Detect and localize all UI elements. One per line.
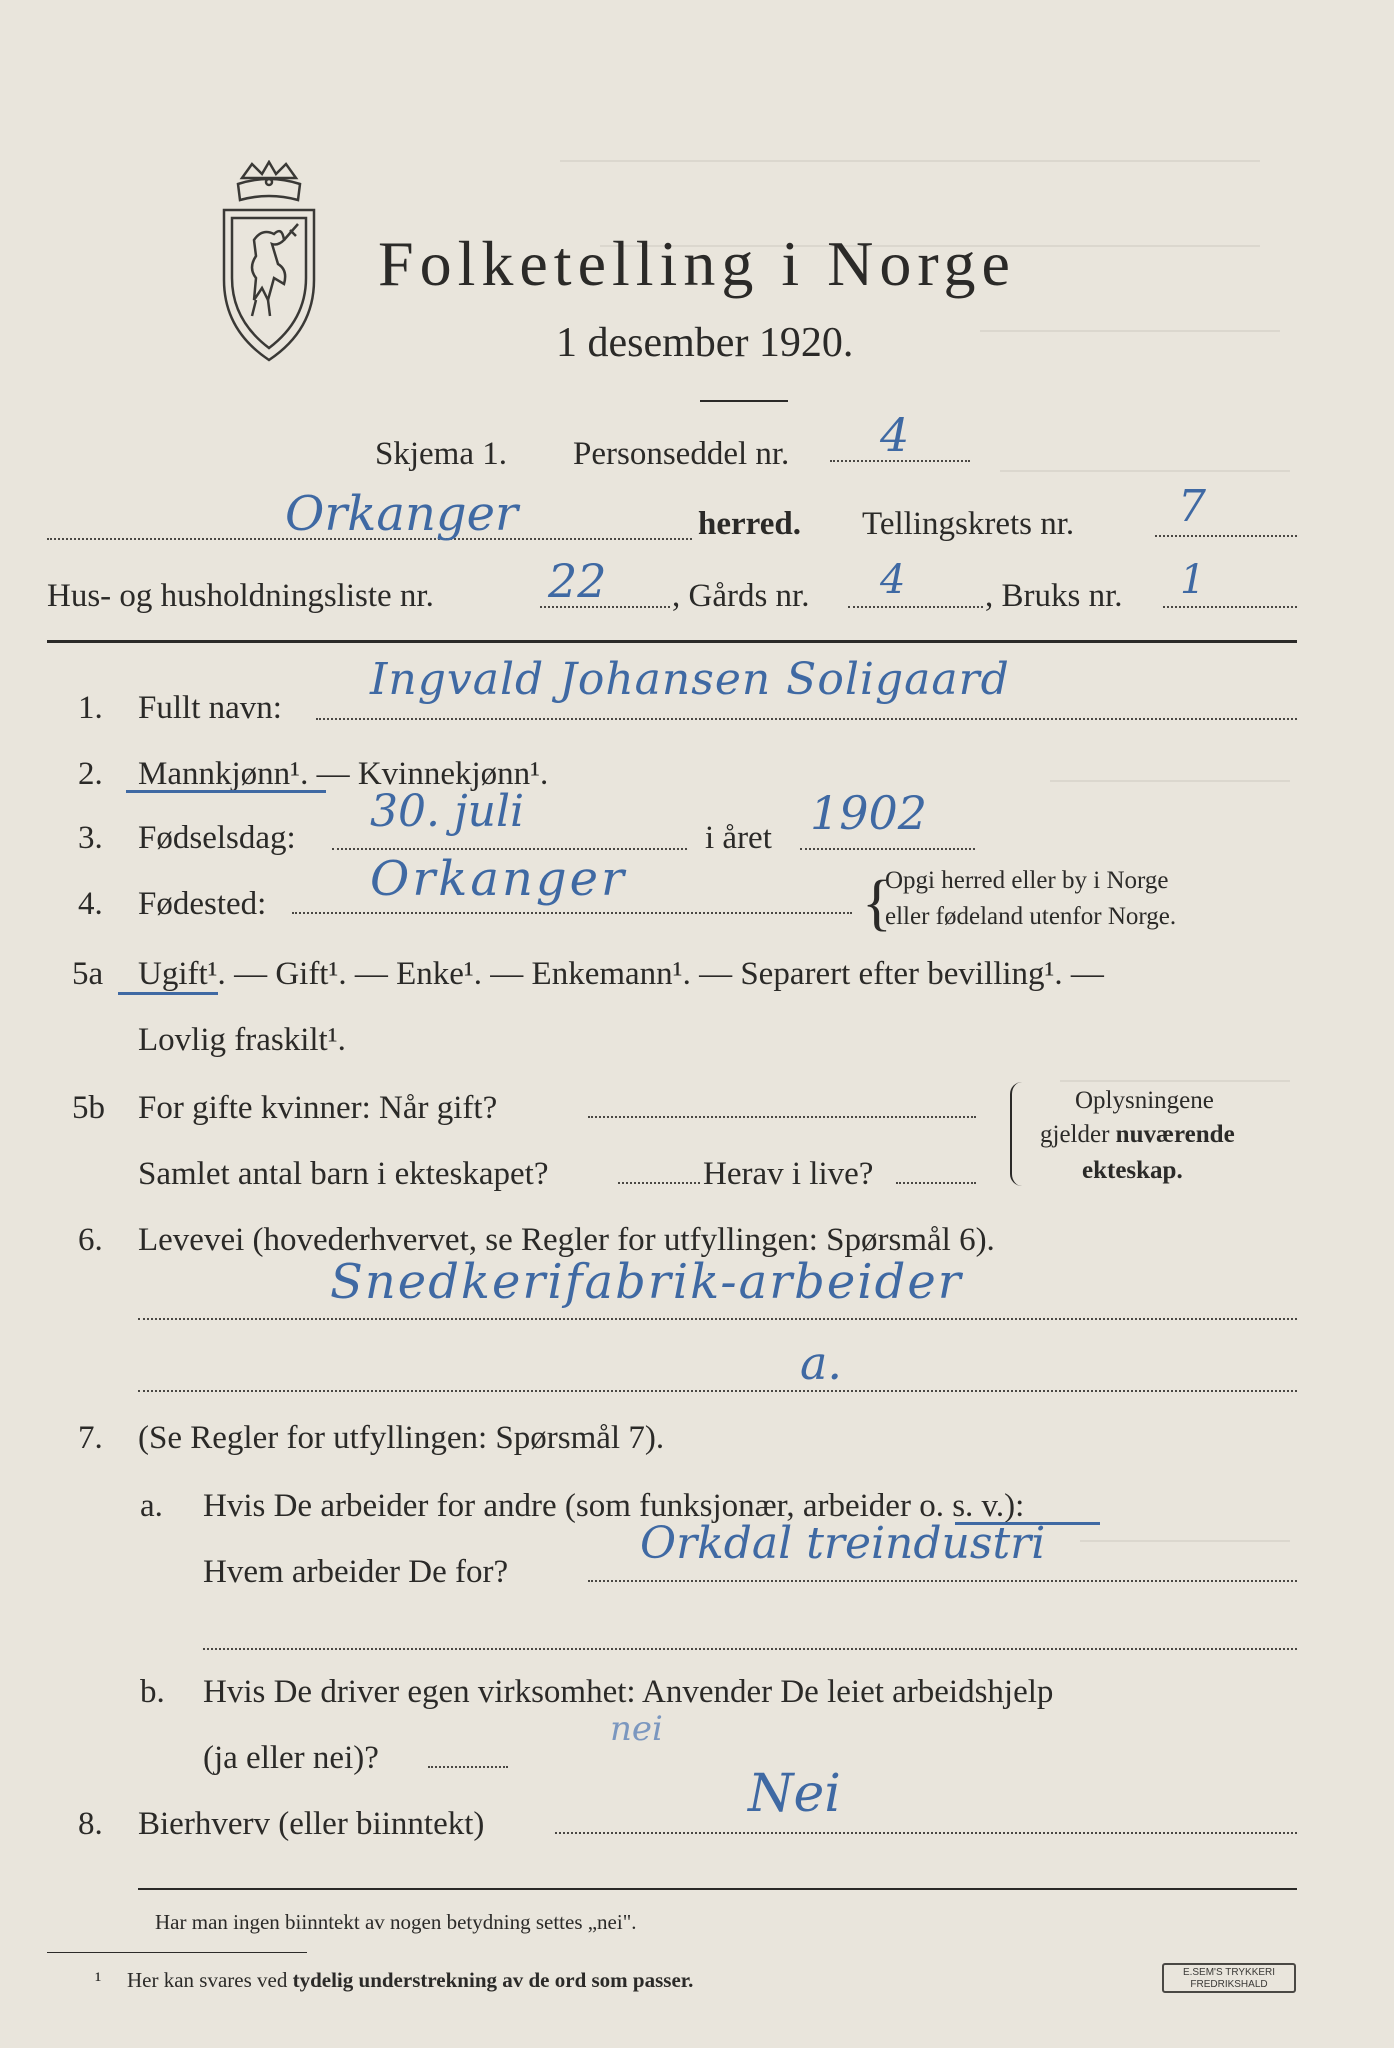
birthday-value[interactable]: 30. juli — [370, 786, 525, 837]
form-title: Folketelling i Norge — [378, 228, 1016, 299]
occupation-value[interactable]: Snedkerifabrik-arbeider — [330, 1254, 963, 1310]
q8-line — [555, 1832, 1297, 1834]
other-marital-options[interactable]: — Gift¹. — Enke¹. — Enkemann¹. — Separert efter bevilling¹. — — [225, 956, 1104, 992]
herred-label: herred. — [698, 506, 801, 542]
bruks-label: , Bruks nr. — [985, 578, 1123, 614]
q4-line — [292, 912, 852, 914]
footnote-mark: ¹ — [95, 1968, 102, 1992]
q5a-number: 5a — [72, 956, 104, 992]
q5b-children-line — [618, 1182, 700, 1184]
mannkjonn-option[interactable]: Mannkjønn¹ — [138, 756, 301, 792]
herred-value[interactable]: Orkanger — [285, 486, 518, 542]
marital-options — [138, 958, 1104, 991]
personseddel-label: Personseddel nr. — [573, 436, 790, 472]
side-income-value[interactable]: Nei — [748, 1764, 841, 1824]
q3-number: 3. — [78, 820, 103, 856]
birthplace-value[interactable]: Orkanger — [370, 851, 627, 907]
q6-line-2 — [138, 1390, 1297, 1392]
tellingskrets-value[interactable]: 7 — [1178, 481, 1206, 532]
q5b-married-line — [588, 1116, 976, 1118]
q4-number: 4. — [78, 886, 103, 922]
full-name-value[interactable]: Ingvald Johansen Soligaard — [370, 654, 1010, 705]
arbeider-option[interactable]: arbeider — [802, 1488, 911, 1524]
q4-note-2: eller fødeland utenfor Norge. — [885, 903, 1177, 930]
q4-label: Fødested: — [138, 886, 267, 922]
q3-label: Fødselsdag: — [138, 820, 296, 856]
employer-value[interactable]: Orkdal treindustri — [640, 1518, 1046, 1569]
q1-number: 1. — [78, 690, 103, 726]
q7a-employer-line — [588, 1580, 1297, 1582]
q5b-note-3: ekteskap. — [1082, 1157, 1183, 1184]
personseddel-value[interactable]: 4 — [880, 408, 910, 462]
occupation-value-2[interactable]: a. — [800, 1336, 843, 1390]
gards-line — [848, 606, 983, 608]
q2-number: 2. — [78, 756, 103, 792]
gards-value[interactable]: 4 — [880, 557, 906, 603]
mannkjonn-underline — [126, 790, 326, 793]
q7b-number: b. — [140, 1674, 165, 1710]
q7b-label: (ja eller nei)? — [203, 1740, 379, 1776]
q5b-married-label: For gifte kvinner: Når gift? — [138, 1090, 498, 1126]
q7a-line1: Hvis De arbeider for andre (som funksjonær, arbeider o. s. v.): — [203, 1488, 1025, 1524]
q5b-number: 5b — [72, 1090, 105, 1126]
form-date: 1 desember 1920. — [556, 320, 854, 366]
q7b-line — [428, 1766, 508, 1768]
q5b-alive-label: Herav i live? — [703, 1156, 874, 1192]
q7-label: (Se Regler for utfyllingen: Spørsmål 7). — [138, 1420, 665, 1456]
bruks-value[interactable]: 1 — [1180, 557, 1206, 603]
q5b-note-2: gjelder nuværende — [1040, 1121, 1235, 1148]
printer-stamp: E.SEM'S TRYKKERI FREDRIKSHALD — [1162, 1963, 1296, 1993]
birth-year-value[interactable]: 1902 — [810, 786, 928, 840]
footer-divider — [138, 1888, 1297, 1890]
q6-number: 6. — [78, 1222, 103, 1258]
bruks-line — [1163, 606, 1297, 608]
hired-help-value[interactable]: nei — [610, 1709, 663, 1749]
q5b-bracket — [1010, 1082, 1022, 1186]
tellingskrets-line — [1155, 535, 1297, 537]
footnote-divider — [47, 1952, 307, 1953]
q5b-alive-line — [896, 1182, 976, 1184]
q4-note-1: Opgi herred eller by i Norge — [885, 867, 1169, 894]
q7a-number: a. — [140, 1488, 163, 1524]
q7a-employer-line-2 — [203, 1648, 1297, 1650]
norway-coat-of-arms-icon — [212, 160, 327, 365]
q3-year-line — [800, 848, 975, 850]
footnote-text: Her kan svares ved tydelig understrekning av de ord som passer. — [127, 1968, 694, 1992]
q8-number: 8. — [78, 1806, 103, 1842]
tellingskrets-label: Tellingskrets nr. — [862, 506, 1075, 542]
gards-label: , Gårds nr. — [672, 578, 810, 614]
kvinnekjonn-option[interactable]: . — Kvinnekjønn¹. — [300, 756, 549, 792]
q1-line — [316, 718, 1297, 720]
q6-line-1 — [138, 1318, 1297, 1320]
footer-note: Har man ingen biinntekt av nogen betydning settes „nei". — [155, 1910, 637, 1934]
q7a-employer-label: Hvem arbeider De for? — [203, 1554, 509, 1590]
hus-value[interactable]: 22 — [548, 554, 607, 608]
q3-year-label: i året — [705, 820, 772, 856]
ugift-underline — [118, 992, 218, 995]
q1-label: Fullt navn: — [138, 690, 282, 726]
q4-brace: { — [862, 869, 892, 937]
skjema-label: Skjema 1. — [375, 436, 507, 472]
q7b-line1: Hvis De driver egen virksomhet: Anvender De leiet arbeidshjelp — [203, 1674, 1054, 1710]
q5b-children-label: Samlet antal barn i ekteskapet? — [138, 1156, 549, 1192]
title-divider — [700, 400, 788, 402]
section-divider — [47, 640, 1297, 643]
ugift-option[interactable]: Ugift¹. — [138, 956, 226, 992]
q5b-note-1: Oplysningene — [1075, 1087, 1214, 1114]
q6-label: Levevei (hovederhvervet, se Regler for utfyllingen: Spørsmål 6). — [138, 1222, 995, 1258]
q8-label: Bierhverv (eller biinntekt) — [138, 1806, 485, 1842]
q7-number: 7. — [78, 1420, 103, 1456]
hus-label: Hus- og husholdningsliste nr. — [47, 578, 434, 614]
lovlig-fraskilt-option[interactable]: Lovlig fraskilt¹. — [138, 1022, 346, 1058]
q3-line — [332, 848, 687, 850]
